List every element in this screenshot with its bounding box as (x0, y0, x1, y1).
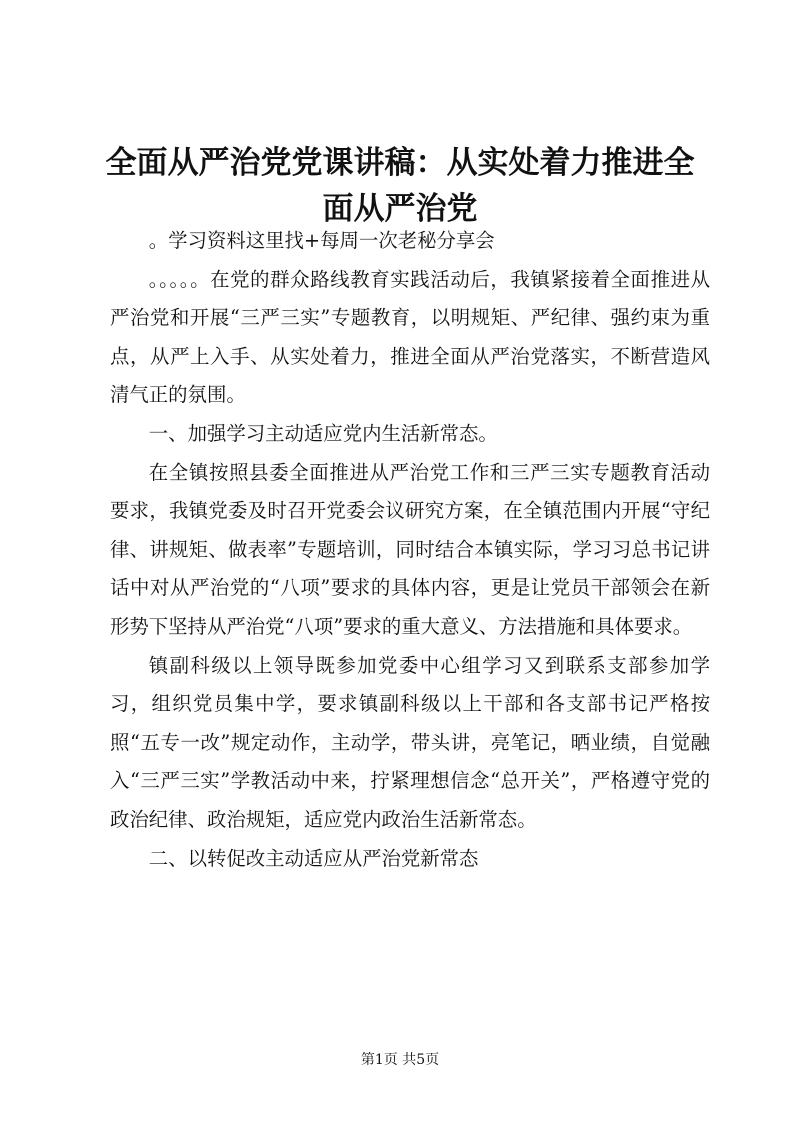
paragraph-section-1-a: 在全镇按照县委全面推进从严治党工作和三严三实专题教育活动要求，我镇党委及时召开党委会议研究方案，在全镇范围内开展“守纪律、讲规矩、做表率”专题培训，同时结合本镇实际，学习习总书记讲话中对从严治党的“八项”要求的具体内容，更是让党员干部领会在新形势下坚持从严治党“八项”要求的重大意义、方法措施和具体要求。 (110, 460, 710, 638)
paragraph-resource-note: 。学习资料这里找+每周一次老秘分享会 (148, 229, 495, 252)
document-title: 全面从严治党党课讲稿：从实处着力推进全面从严治党 (105, 145, 695, 227)
section-heading-2: 二、以转促改主动适应从严治党新常态 (148, 846, 479, 870)
document-body (110, 222, 710, 878)
paragraph-intro: 。。。。。在党的群众路线教育实践活动后，我镇紧接着全面推进从严治党和开展“三严三实”专题教育，以明规矩、严纪律、强约束为重点，从严上入手、从实处着力，推进全面从严治党落实，不断营造风清气正的氛围。 (110, 267, 710, 407)
section-heading-1: 一、加强学习主动适应党内生活新常态。 (148, 421, 498, 445)
paragraph-section-1-b: 镇副科级以上领导既参加党委中心组学习又到联系支部参加学习，组织党员集中学，要求镇副科级以上干部和各支部书记严格按照“五专一改”规定动作，主动学，带头讲，亮笔记，晒业绩，自觉融入“三严三实”学教活动中来，拧紧理想信念“总开关”，严格遵守党的政治纪律、政治规矩，适应党内政治生活新常态。 (110, 653, 710, 831)
page-number-footer: 第1页 共5页 (360, 1052, 440, 1068)
